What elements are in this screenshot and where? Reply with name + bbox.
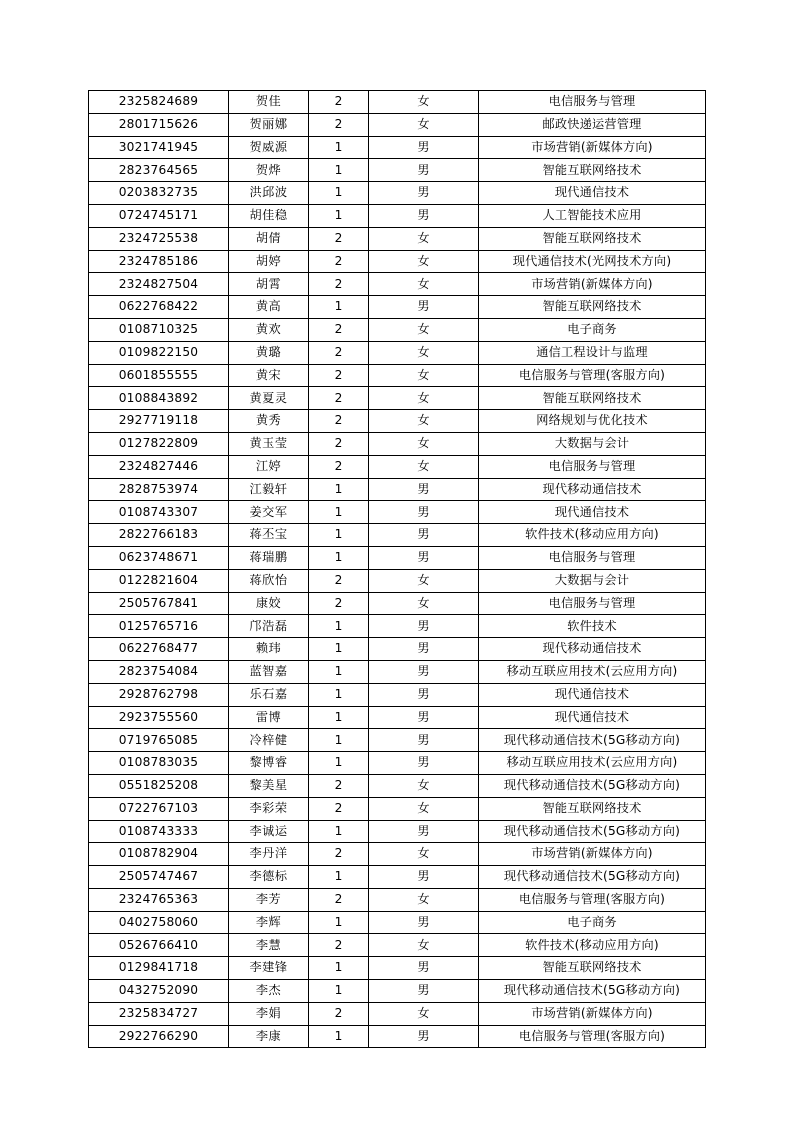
cell-number: 2 [309, 432, 369, 455]
cell-candidate-id: 0129841718 [89, 957, 229, 980]
table-row [89, 729, 706, 752]
cell-candidate-id: 2923755560 [89, 706, 229, 729]
cell-number: 1 [309, 660, 369, 683]
cell-candidate-id: 0125765716 [89, 615, 229, 638]
table-row [89, 1002, 706, 1025]
cell-major: 电信服务与管理 [479, 546, 706, 569]
cell-number: 1 [309, 615, 369, 638]
cell-candidate-id: 2324785186 [89, 250, 229, 273]
cell-major: 人工智能技术应用 [479, 204, 706, 227]
table-row [89, 934, 706, 957]
cell-candidate-id: 0122821604 [89, 569, 229, 592]
cell-major: 软件技术(移动应用方向) [479, 934, 706, 957]
cell-major: 电信服务与管理 [479, 592, 706, 615]
cell-name: 胡佳稳 [229, 204, 309, 227]
cell-candidate-id: 0719765085 [89, 729, 229, 752]
cell-candidate-id: 0722767103 [89, 797, 229, 820]
table-row [89, 159, 706, 182]
cell-gender: 女 [369, 569, 479, 592]
cell-candidate-id: 0623748671 [89, 546, 229, 569]
cell-name: 黄宋 [229, 364, 309, 387]
cell-number: 2 [309, 774, 369, 797]
cell-major: 现代通信技术 [479, 706, 706, 729]
cell-candidate-id: 0109822150 [89, 341, 229, 364]
cell-number: 1 [309, 296, 369, 319]
cell-number: 1 [309, 159, 369, 182]
cell-candidate-id: 0108843892 [89, 387, 229, 410]
cell-gender: 女 [369, 227, 479, 250]
cell-name: 冷梓健 [229, 729, 309, 752]
cell-candidate-id: 0108743307 [89, 501, 229, 524]
cell-number: 1 [309, 866, 369, 889]
cell-candidate-id: 0622768422 [89, 296, 229, 319]
cell-major: 电子商务 [479, 318, 706, 341]
cell-major: 移动互联应用技术(云应用方向) [479, 660, 706, 683]
cell-name: 胡霄 [229, 273, 309, 296]
table-row [89, 683, 706, 706]
cell-major: 市场营销(新媒体方向) [479, 843, 706, 866]
cell-gender: 女 [369, 432, 479, 455]
cell-gender: 男 [369, 1025, 479, 1048]
cell-number: 1 [309, 683, 369, 706]
cell-number: 2 [309, 569, 369, 592]
table-row [89, 364, 706, 387]
table-row [89, 182, 706, 205]
cell-number: 2 [309, 273, 369, 296]
cell-gender: 女 [369, 410, 479, 433]
cell-number: 2 [309, 592, 369, 615]
table-row [89, 592, 706, 615]
cell-major: 软件技术 [479, 615, 706, 638]
table-row [89, 91, 706, 114]
cell-name: 李娟 [229, 1002, 309, 1025]
table-row [89, 250, 706, 273]
cell-candidate-id: 0402758060 [89, 911, 229, 934]
cell-name: 蒋欣怡 [229, 569, 309, 592]
cell-name: 李建锋 [229, 957, 309, 980]
cell-name: 姜交军 [229, 501, 309, 524]
cell-major: 大数据与会计 [479, 432, 706, 455]
cell-number: 2 [309, 797, 369, 820]
cell-number: 2 [309, 843, 369, 866]
cell-major: 智能互联网络技术 [479, 227, 706, 250]
cell-candidate-id: 0108782904 [89, 843, 229, 866]
cell-name: 江毅轩 [229, 478, 309, 501]
cell-number: 2 [309, 410, 369, 433]
cell-major: 电子商务 [479, 911, 706, 934]
cell-gender: 男 [369, 182, 479, 205]
cell-candidate-id: 2928762798 [89, 683, 229, 706]
cell-gender: 男 [369, 683, 479, 706]
cell-candidate-id: 0551825208 [89, 774, 229, 797]
cell-gender: 女 [369, 592, 479, 615]
cell-major: 智能互联网络技术 [479, 797, 706, 820]
cell-gender: 女 [369, 273, 479, 296]
cell-major: 现代通信技术 [479, 683, 706, 706]
cell-number: 1 [309, 501, 369, 524]
cell-major: 智能互联网络技术 [479, 957, 706, 980]
cell-number: 1 [309, 820, 369, 843]
cell-candidate-id: 2822766183 [89, 524, 229, 547]
cell-number: 2 [309, 1002, 369, 1025]
cell-major: 现代移动通信技术(5G移动方向) [479, 866, 706, 889]
cell-gender: 女 [369, 843, 479, 866]
cell-number: 2 [309, 934, 369, 957]
cell-major: 现代移动通信技术 [479, 638, 706, 661]
cell-gender: 男 [369, 524, 479, 547]
table-row [89, 638, 706, 661]
cell-number: 1 [309, 478, 369, 501]
cell-candidate-id: 2324827504 [89, 273, 229, 296]
cell-gender: 男 [369, 204, 479, 227]
table-row [89, 1025, 706, 1048]
cell-gender: 女 [369, 318, 479, 341]
cell-number: 2 [309, 888, 369, 911]
cell-gender: 男 [369, 159, 479, 182]
cell-name: 黎美星 [229, 774, 309, 797]
table-row [89, 752, 706, 775]
cell-number: 1 [309, 752, 369, 775]
cell-number: 2 [309, 91, 369, 114]
cell-major: 大数据与会计 [479, 569, 706, 592]
cell-name: 胡倩 [229, 227, 309, 250]
cell-gender: 男 [369, 957, 479, 980]
table-row [89, 478, 706, 501]
cell-major: 现代移动通信技术(5G移动方向) [479, 729, 706, 752]
cell-gender: 男 [369, 296, 479, 319]
cell-major: 智能互联网络技术 [479, 159, 706, 182]
cell-name: 蓝智嘉 [229, 660, 309, 683]
table-row [89, 524, 706, 547]
cell-candidate-id: 3021741945 [89, 136, 229, 159]
cell-name: 贺威源 [229, 136, 309, 159]
cell-name: 赖玮 [229, 638, 309, 661]
cell-gender: 男 [369, 501, 479, 524]
cell-gender: 男 [369, 911, 479, 934]
cell-candidate-id: 0108710325 [89, 318, 229, 341]
cell-candidate-id: 2325824689 [89, 91, 229, 114]
cell-candidate-id: 2823754084 [89, 660, 229, 683]
cell-gender: 女 [369, 341, 479, 364]
cell-candidate-id: 2324827446 [89, 455, 229, 478]
cell-candidate-id: 2324725538 [89, 227, 229, 250]
cell-gender: 女 [369, 1002, 479, 1025]
table-row [89, 797, 706, 820]
cell-name: 蒋丕宝 [229, 524, 309, 547]
cell-candidate-id: 2325834727 [89, 1002, 229, 1025]
cell-major: 市场营销(新媒体方向) [479, 273, 706, 296]
cell-gender: 男 [369, 478, 479, 501]
cell-number: 2 [309, 227, 369, 250]
cell-gender: 女 [369, 797, 479, 820]
cell-candidate-id: 0108783035 [89, 752, 229, 775]
cell-name: 邝浩磊 [229, 615, 309, 638]
cell-major: 智能互联网络技术 [479, 387, 706, 410]
cell-gender: 女 [369, 364, 479, 387]
cell-major: 电信服务与管理(客服方向) [479, 1025, 706, 1048]
cell-gender: 女 [369, 250, 479, 273]
cell-number: 1 [309, 524, 369, 547]
table-row [89, 227, 706, 250]
cell-major: 现代移动通信技术 [479, 478, 706, 501]
cell-name: 胡婷 [229, 250, 309, 273]
roster-table [88, 90, 706, 1048]
table-row [89, 957, 706, 980]
cell-number: 1 [309, 706, 369, 729]
cell-name: 黄夏灵 [229, 387, 309, 410]
cell-major: 现代移动通信技术(5G移动方向) [479, 820, 706, 843]
cell-gender: 男 [369, 615, 479, 638]
cell-major: 电信服务与管理(客服方向) [479, 364, 706, 387]
cell-name: 黄高 [229, 296, 309, 319]
table-row [89, 136, 706, 159]
cell-candidate-id: 0432752090 [89, 980, 229, 1003]
cell-name: 黎博睿 [229, 752, 309, 775]
cell-candidate-id: 2927719118 [89, 410, 229, 433]
cell-name: 贺烨 [229, 159, 309, 182]
cell-number: 1 [309, 182, 369, 205]
cell-major: 智能互联网络技术 [479, 296, 706, 319]
cell-gender: 男 [369, 638, 479, 661]
table-row [89, 980, 706, 1003]
cell-major: 市场营销(新媒体方向) [479, 136, 706, 159]
cell-gender: 女 [369, 774, 479, 797]
table-row [89, 615, 706, 638]
cell-number: 2 [309, 113, 369, 136]
cell-name: 贺佳 [229, 91, 309, 114]
cell-major: 现代通信技术 [479, 182, 706, 205]
cell-major: 电信服务与管理(客服方向) [479, 888, 706, 911]
table-row [89, 660, 706, 683]
cell-name: 李德标 [229, 866, 309, 889]
cell-number: 1 [309, 911, 369, 934]
cell-number: 1 [309, 204, 369, 227]
cell-candidate-id: 2505767841 [89, 592, 229, 615]
cell-major: 现代通信技术 [479, 501, 706, 524]
cell-number: 2 [309, 387, 369, 410]
cell-number: 1 [309, 546, 369, 569]
table-row [89, 546, 706, 569]
table-row [89, 866, 706, 889]
table-row [89, 410, 706, 433]
cell-number: 1 [309, 1025, 369, 1048]
cell-number: 2 [309, 364, 369, 387]
cell-gender: 男 [369, 866, 479, 889]
cell-major: 电信服务与管理 [479, 455, 706, 478]
cell-gender: 男 [369, 980, 479, 1003]
cell-major: 现代移动通信技术(5G移动方向) [479, 774, 706, 797]
roster-table-body [89, 91, 706, 1048]
cell-major: 邮政快递运营管理 [479, 113, 706, 136]
table-row [89, 455, 706, 478]
table-row [89, 296, 706, 319]
table-row [89, 706, 706, 729]
table-row [89, 911, 706, 934]
cell-candidate-id: 2828753974 [89, 478, 229, 501]
cell-major: 移动互联应用技术(云应用方向) [479, 752, 706, 775]
cell-name: 李杰 [229, 980, 309, 1003]
cell-gender: 女 [369, 888, 479, 911]
cell-gender: 女 [369, 387, 479, 410]
cell-candidate-id: 0526766410 [89, 934, 229, 957]
cell-candidate-id: 2505747467 [89, 866, 229, 889]
table-row [89, 774, 706, 797]
cell-candidate-id: 0203832735 [89, 182, 229, 205]
cell-name: 李诚运 [229, 820, 309, 843]
cell-name: 黄欢 [229, 318, 309, 341]
cell-candidate-id: 2922766290 [89, 1025, 229, 1048]
cell-name: 黄玉莹 [229, 432, 309, 455]
cell-name: 李丹洋 [229, 843, 309, 866]
cell-name: 蒋瑞鹏 [229, 546, 309, 569]
cell-name: 贺丽娜 [229, 113, 309, 136]
cell-number: 1 [309, 136, 369, 159]
cell-name: 乐石嘉 [229, 683, 309, 706]
cell-number: 1 [309, 980, 369, 1003]
cell-number: 1 [309, 638, 369, 661]
cell-gender: 男 [369, 729, 479, 752]
table-row [89, 341, 706, 364]
cell-major: 通信工程设计与监理 [479, 341, 706, 364]
cell-name: 江婷 [229, 455, 309, 478]
cell-number: 2 [309, 318, 369, 341]
cell-name: 洪邱波 [229, 182, 309, 205]
cell-name: 李芳 [229, 888, 309, 911]
cell-major: 现代通信技术(光网技术方向) [479, 250, 706, 273]
cell-candidate-id: 0601855555 [89, 364, 229, 387]
table-row [89, 318, 706, 341]
cell-gender: 女 [369, 934, 479, 957]
table-row [89, 273, 706, 296]
cell-number: 2 [309, 250, 369, 273]
table-row [89, 843, 706, 866]
cell-major: 软件技术(移动应用方向) [479, 524, 706, 547]
table-row [89, 820, 706, 843]
cell-gender: 男 [369, 136, 479, 159]
table-row [89, 569, 706, 592]
cell-name: 康姣 [229, 592, 309, 615]
cell-major: 网络规划与优化技术 [479, 410, 706, 433]
table-row [89, 204, 706, 227]
table-row [89, 387, 706, 410]
cell-gender: 男 [369, 660, 479, 683]
table-row [89, 501, 706, 524]
cell-gender: 女 [369, 455, 479, 478]
table-row [89, 432, 706, 455]
cell-major: 市场营销(新媒体方向) [479, 1002, 706, 1025]
cell-name: 李康 [229, 1025, 309, 1048]
cell-number: 2 [309, 341, 369, 364]
cell-candidate-id: 0108743333 [89, 820, 229, 843]
cell-candidate-id: 2801715626 [89, 113, 229, 136]
cell-gender: 男 [369, 706, 479, 729]
cell-gender: 男 [369, 752, 479, 775]
cell-gender: 女 [369, 91, 479, 114]
cell-candidate-id: 2324765363 [89, 888, 229, 911]
cell-name: 黄秀 [229, 410, 309, 433]
cell-number: 1 [309, 729, 369, 752]
cell-number: 1 [309, 957, 369, 980]
cell-name: 李彩荣 [229, 797, 309, 820]
cell-gender: 男 [369, 546, 479, 569]
cell-candidate-id: 2823764565 [89, 159, 229, 182]
cell-name: 黄璐 [229, 341, 309, 364]
cell-name: 李慧 [229, 934, 309, 957]
cell-gender: 男 [369, 820, 479, 843]
cell-candidate-id: 0622768477 [89, 638, 229, 661]
cell-major: 现代移动通信技术(5G移动方向) [479, 980, 706, 1003]
cell-name: 李辉 [229, 911, 309, 934]
cell-name: 雷博 [229, 706, 309, 729]
cell-number: 2 [309, 455, 369, 478]
cell-candidate-id: 0724745171 [89, 204, 229, 227]
table-row [89, 888, 706, 911]
cell-candidate-id: 0127822809 [89, 432, 229, 455]
cell-gender: 女 [369, 113, 479, 136]
table-row [89, 113, 706, 136]
cell-major: 电信服务与管理 [479, 91, 706, 114]
